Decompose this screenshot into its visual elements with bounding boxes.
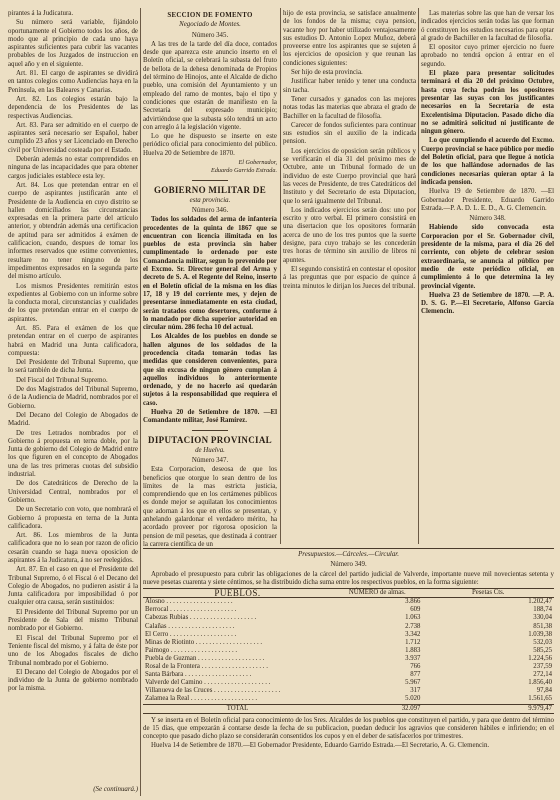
souls-count: 317 xyxy=(410,687,421,695)
pesetas-amount: 851,38 xyxy=(533,622,552,630)
section-title-diputacion: DIPUTACION PROVINCIAL xyxy=(148,434,272,445)
article-paragraph: Art. 86. Los miembros de la Junta calificadora que no lo sean por razon de oficio cesarán cuando se haga nueva oposicion de aspirantes á la Judicatura, á no ser reelegidos. xyxy=(8,532,138,564)
pueblo-name: Alosno . . . . . . . . . . . . . . . . . . . . xyxy=(145,598,233,606)
article-paragraph: Esta Corporacion, deseosa de que los beneficios que otorgue lo sean dentro de los límites de la mas estricta justicia, comprendiendo que en los certámenes públicos es donde mejor se aquilatan los conocimientos que adornan á los que en ellos se presentan, y anhelando galardonar el verdadero mérito, ha acordado proveer por rigorosa oposicion la pension de mil pesetas, que destinada á contraer la carrera científica de un xyxy=(143,466,277,548)
budget-signature: Huelva 14 de Setiembre de 1870.—El Gobernador Presidente, Eduardo Garrido Estrada.—El Secretario, A. G. Clemencin. xyxy=(151,742,490,750)
table-row xyxy=(143,606,554,614)
table-row xyxy=(143,655,554,663)
total-pesetas: 9.979,47 xyxy=(422,704,554,713)
article-paragraph: Tener cursados y ganados con las mejores notas todas las materias que abraza el grado de Bachiller en la facultad de filosofía. xyxy=(283,95,416,120)
souls-count: 3.866 xyxy=(405,598,421,606)
pesetas-amount: 1.561,65 xyxy=(528,695,552,703)
signature: Eduardo Garrido Estrada. xyxy=(211,167,277,175)
article-paragraph: hijo de esta provincia, se satisface anualmente de los fondos de la misma; cuya pension, vacante hoy por haber utilizado ventajosamente sus estudios D. Antonio Lopez Muñoz, deberá proveerse entre los aspirantes que se sujeten á los ejercicios de oposicion y que reunan las condiciones siguientes: xyxy=(283,10,416,67)
article-paragraph: Los indicados ejercicios serán dos: uno por escrito y otro verbal. El primero consistirá en una disertacion que los opositores formarán acerca de uno de los tres puntos que la suerte designe, para cuyo trabajo se les concederán tres horas de término sin auxilio de libros ni apuntes. xyxy=(283,206,416,264)
souls-count: 2.738 xyxy=(405,622,421,630)
table-row xyxy=(143,631,554,639)
article-paragraph: Todos los soldados del arma de infantería procedentes de la quinta de 1867 que se encuentran con licencia ilimitada en los pueblos de esta provincia sin haber cumplimentado lo ordenado por este Comandancia militar, segun lo prevenido por el Excmo. Sr. Director general del Arma y decreto de S. A. el Regente del Reino, inserto en el Boletín oficial de la misma en los días 17, 18 y 19 del corriente mes, y dejen de presentarse inmediatamente en esta ciudad, serán tratados como desertores, conforme á lo mandado por dicha superior autoridad en circular núm. 286 fecha 10 del actual. xyxy=(143,216,277,332)
article-paragraph: El Fiscal del Tribunal Supremo por el Teniente fiscal del mismo, y á falta de éste por uno de los Abogados fiscales de dicho Tribunal nombrado por el Gobierno. xyxy=(8,634,138,667)
notice-number: Número 348. xyxy=(469,215,506,223)
column-header-pueblos: PUEBLOS. xyxy=(143,589,332,598)
pesetas-amount: 330,04 xyxy=(533,614,552,622)
total-souls: 32.097 xyxy=(332,704,422,713)
article-paragraph: Justificar haber tenido y tener una conducta sin tacha. xyxy=(283,78,416,94)
budget-table xyxy=(143,588,554,713)
article-paragraph: El plazo para presentar solicitudes terminará el día 20 del próximo Octubre, hasta cuya fecha podrán los opositores presentar las suyas con los justificantes necesarios en la Secretaría de esta Excelentísima Diputacion. Pasado dicho día no se admitirá solicitud ni justificante de ningun género. xyxy=(421,70,554,136)
pueblo-name: Valverde del Camino . . . . . . . . . . . . . . . . . . . . xyxy=(145,679,271,687)
table-header-row xyxy=(143,589,554,598)
pueblo-name: El Cerro . . . . . . . . . . . . . . . . . . . . xyxy=(145,630,237,638)
column-2 xyxy=(143,10,277,550)
pesetas-amount: 188,74 xyxy=(533,606,552,614)
pueblo-name: Santa Bárbara . . . . . . . . . . . . . . . . . . . . xyxy=(145,671,252,679)
pesetas-amount: 237,59 xyxy=(533,663,552,671)
table-row xyxy=(143,671,554,679)
total-label: TOTAL xyxy=(143,704,332,713)
section-title-militar: GOBIERNO MILITAR DE xyxy=(153,184,267,195)
notice-number: Número 347. xyxy=(191,456,229,464)
article-paragraph: Lo que he dispuesto se inserte en este periódico oficial para conocimiento del público. Huelva 20 de Setiembre de 1870. xyxy=(143,133,277,157)
article-paragraph: Del Fiscal del Tribunal Supremo. xyxy=(16,376,108,384)
section-rule xyxy=(143,548,554,549)
table-row xyxy=(143,687,554,695)
article-paragraph: pirantes á la Judicatura. xyxy=(8,10,74,17)
article-paragraph: Art. 83. Para ser admitido en el cuerpo de aspirantes será necesario ser Español, haber cumplido 23 años y ser Licenciado en Derecho civil por Universidad costeada por el Estado. xyxy=(8,121,138,154)
pesetas-amount: 1.224,56 xyxy=(528,654,552,662)
pesetas-amount: 1.856,40 xyxy=(528,679,552,687)
souls-count: 766 xyxy=(410,663,421,671)
article-paragraph: Ser hijo de esta provincia. xyxy=(291,69,363,77)
column-3 xyxy=(283,10,416,550)
notice-number: Número 349. xyxy=(330,561,367,569)
pueblo-name: Cabezas Rubias . . . . . . . . . . . . . . . . . . . . xyxy=(145,614,257,622)
pueblo-name: Minas de Riotinto . . . . . . . . . . . . . . . . . . . . xyxy=(145,638,263,646)
table-row xyxy=(143,679,554,687)
article-paragraph: Huelva 19 de Setiembre de 1870. —El Gobernador Presidente, Eduardo Garrido Estrada.—P. A. D. L. E. D., A. G. Clemencin. xyxy=(421,188,554,212)
article-paragraph: Art. 87. En el caso en que el Presidente del Tribunal Supremo, ó el Fiscal ó el Decano del Colegio de Abogados, no pudieren asistir á la Junta calificadora por imposibilidad ó por cualquier otra causa, serán sustituidos: xyxy=(8,566,138,607)
table-row xyxy=(143,623,554,631)
column-divider xyxy=(280,8,281,544)
article-paragraph: El Presidente del Tribunal Supremo por un Presidente de Sala del mismo Tribunal nombrado por el Gobierno. xyxy=(8,608,138,633)
column-header-pesetas: Pesetas Cts. xyxy=(422,589,554,598)
article-paragraph: Los ejercicios de oposicion serán públicos y se verificarán el día 31 del próximo mes de Octubre, ante un Tribunal formado de un individuo de este Cuerpo provincial que hará las veces de Presidente, de tres Catedráticos del Instituto y del Secretario de esta Diputacion, que lo será igualmente del Tribunal. xyxy=(283,147,416,205)
table-row xyxy=(143,598,554,607)
pueblo-name: Calañas . . . . . . . . . . . . . . . . . . . . xyxy=(145,622,235,630)
section-subtitle: esta provincia. xyxy=(189,196,231,204)
pueblo-name: Rosal de la Frontera . . . . . . . . . . . . . . . . . . . . xyxy=(145,663,268,671)
article-paragraph: Las materias sobre las que han de versar los indicados ejercicios serán todas las que forman ó constituyen los estudios necesarios para optar al grado de Bachiller en la facultad de filosofía. xyxy=(421,10,554,42)
article-paragraph: Habiendo sido convocada esta Corporacion por el Sr. Gobernador civil, presidente de la misma, para el día 26 del corriente, con objeto de celebrar sesion extraordinaria, se anuncia al público por medio de este periódico oficial, en cumplimiento á lo que determina la ley provincial vigente. xyxy=(421,224,554,290)
pesetas-amount: 1.039,38 xyxy=(528,630,552,638)
souls-count: 5.967 xyxy=(405,679,421,687)
budget-heading: Presupuestos.—Cárceles.—Circular. xyxy=(298,551,399,558)
separator-rule xyxy=(192,180,228,181)
pueblo-name: Zalamea la Real . . . . . . . . . . . . . . . . . . . . xyxy=(145,695,258,703)
article-paragraph: Art. 85. Para el exámen de los que pretendan entrar en el cuerpo de aspirantes habrá en Madrid una Junta calificadora, compuesta: xyxy=(8,324,138,357)
table-row xyxy=(143,695,554,704)
article-paragraph: De dos Catedráticos de Derecho de la Universidad Central, nombrados por el Gobierno. xyxy=(8,480,138,504)
souls-count: 5.020 xyxy=(405,695,421,703)
article-paragraph: Deberán además no estar comprendidos en ninguna de las incapacidades que para obtener cargos judiciales establece esta ley. xyxy=(8,156,138,180)
article-paragraph: Los Alcaldes de los pueblos en donde se hallen algunos de los soldados de la procedencia citada tomarán todas las medidas que consideren convenientes, para que sin excusa de ningun género cumplan á aquellos individuos lo anteriormente ordenado, y de no hacerlo así quedarán sujetos á la responsabilidad que requiera el caso. xyxy=(143,333,277,407)
column-1 xyxy=(8,10,138,796)
table-total-row xyxy=(143,704,554,713)
notice-number: Número 345. xyxy=(191,31,229,39)
souls-count: 1.883 xyxy=(405,646,421,654)
article-paragraph: El segundo consistirá en contestar el opositor á las preguntas que por espacio de quince á treinta minutos le dirijan los Jueces del tribunal. xyxy=(283,265,416,290)
signature: El Gobernador, xyxy=(238,159,277,167)
souls-count: 1.063 xyxy=(405,614,421,622)
column-divider xyxy=(140,8,141,796)
separator-rule xyxy=(192,430,228,431)
column-divider xyxy=(418,8,419,544)
pueblo-name: Paimogo . . . . . . . . . . . . . . . . . . . . xyxy=(145,646,238,654)
column-header-almas: NÚMERO de almas. xyxy=(332,589,422,598)
column-4 xyxy=(421,10,554,550)
article-paragraph: Art. 84. Los que pretendan entrar en el cuerpo de aspirantes justificarán ante el Presidente de la Audiencia en cuyo distrito se hallen domiciliados las circunstancias expresadas en la primera parte del artículo anterior, y obtendrán además una certificacion de aptitud para ser admitidos á exámen de calificacion, cuando, despues de tomar los informes reservados que estime convenientes, resultare no tener ninguno de los impedimentos expresados en la segunda parte del mismo artículo. xyxy=(8,181,138,281)
article-paragraph: Art. 81. El cargo de aspirantes se dividirá en tantos colegios como Audiencias haya en la Península, en las Baleares y Canarias. xyxy=(8,70,138,94)
table-row xyxy=(143,663,554,671)
pesetas-amount: 97,84 xyxy=(536,687,552,695)
article-paragraph: El Decano del Colegio de Abogados por el individuo de la Junta de gobierno nombrado por la misma. xyxy=(8,668,138,693)
article-paragraph: Del Presidente del Tribunal Supremo, que lo será también de dicha Junta. xyxy=(8,359,138,375)
article-paragraph: De un Secretario con voto, que nombrará el Gobierno á propuesta en terna de la Junta calificadora. xyxy=(8,506,138,530)
pesetas-amount: 1.202,47 xyxy=(528,598,552,606)
budget-closing: Y se inserta en el Boletín oficial para conocimiento de los Sres. Alcaldes de los pueblos que constituyen el partido, y para que dentro del término de 15 días, que empezarán á contarse desde la fecha de su publicacion, puedan deducir los agravios que consideren hábiles e infiriendo; en el concepto que pasado dicho plazo se considerarán consentidos los cupos y en el deber de satisfacerlos por trimestres. xyxy=(143,716,554,741)
table-row xyxy=(143,614,554,622)
souls-count: 3.937 xyxy=(405,654,421,662)
souls-count: 609 xyxy=(410,606,421,614)
article-paragraph: Lo que cumpliendo el acuerdo del Excmo. Cuerpo provincial se hace público por medio del Boletín oficial, para que llegue á noticia de los que hallándose adornados de las condiciones necesarias quieran optar á la indicada pension. xyxy=(421,137,554,186)
continued-note: (Se continuará.) xyxy=(93,785,138,793)
table-row xyxy=(143,647,554,655)
article-paragraph: Huelva 23 de Setiembre de 1870. —P. A. D. S. G. P.—El Secretario, Alfonso García Clemencin. xyxy=(421,291,554,316)
article-paragraph: Huelva 20 de Setiembre de 1870. —El Comandante militar, José Ramírez. xyxy=(143,409,277,425)
article-paragraph: Art. 82. Los colegios estarán bajo la dependencia de los Presidentes de las respectivas Audiencias. xyxy=(8,95,138,120)
budget-intro: Aprobado el presupuesto para cubrir las obligaciones de la cárcel del partido judicial de Valverde, importante nueve mil novecientas setenta y nueve pesetas cuarenta y siete céntimos, se ha distribuido dicha suma entre los respectivos pueblos, en la forma siguiente: xyxy=(143,570,554,586)
pueblo-name: Berrocal . . . . . . . . . . . . . . . . . . . . xyxy=(145,606,237,614)
notice-number: Número 346. xyxy=(191,206,229,214)
section-subtitle: Negociado de Montes. xyxy=(179,21,241,29)
pesetas-amount: 272,14 xyxy=(533,671,552,679)
article-paragraph: Del Decano del Colegio de Abogados de Madrid. xyxy=(8,411,138,428)
souls-count: 3.342 xyxy=(405,630,421,638)
article-paragraph: De tres Letrados nombrados por el Gobierno á propuesta en terna doble, por la Junta de gobierno del Colegio de Madrid entre los que figuren en el concepto de Abogados una de las tres primeras cuotas del subsidio industrial. xyxy=(8,429,138,479)
pueblo-name: Puebla de Guzman . . . . . . . . . . . . . . . . . . . . xyxy=(145,654,265,662)
article-paragraph: El opositor cuyo primer ejercicio no fuere aprobado no tendrá opcion á entrar en el segundo. xyxy=(421,44,554,68)
pesetas-amount: 532,03 xyxy=(533,638,552,646)
souls-count: 1.712 xyxy=(405,638,421,646)
souls-count: 877 xyxy=(410,671,421,679)
section-title-fomento: SECCION DE FOMENTO xyxy=(167,12,253,19)
article-paragraph: A las tres de la tarde del día doce, contados desde que aparezca este anuncio inserto en el Boletín oficial, se celebrará la subasta del fruto de bellota de la dehesa denominada de Propios del término de Hinojos, ante el Alcalde de dicho pueblo, una comisión del Ayuntamiento y un empleado del ramo de montes, bajo el tipo y condiciones que estarán de manifiesto en la Secretaría del expresado municipio; advirtiéndose que la subasta sólo tendrá un acto con arreglo á la legislación vigente. xyxy=(143,40,277,131)
pueblo-name: Villanueva de las Cruces . . . . . . . . . . . . . . . . . . . . xyxy=(145,687,281,695)
section-subtitle: de Huelva. xyxy=(195,446,225,454)
article-paragraph: De dos Magistrados del Tribunal Supremo, ó de la Audiencia de Madrid, nombrados por el Gobierno. xyxy=(8,386,138,410)
article-paragraph: Los mismos Presidentes remitirán estos expedientes al Gobierno con un informe sobre la conducta moral, circunstancias y cualidades de los que pretendan entrar en el cuerpo de aspirantes. xyxy=(8,282,138,323)
table-row xyxy=(143,639,554,647)
budget-section xyxy=(143,548,554,796)
article-paragraph: Carecer de fondos suficientes para continuar sus estudios sin el auxilio de la indicada pension. xyxy=(283,121,416,146)
article-paragraph: Su número será variable, fijándolo oportunamente el Gobierno todos los años, de modo que al principio de cada uno haya aspirantes suficientes para cubrir las vacantes probables de los Juzgados de instruccion en aquel año y en el siguiente. xyxy=(8,19,138,68)
pesetas-amount: 585,25 xyxy=(533,646,552,654)
